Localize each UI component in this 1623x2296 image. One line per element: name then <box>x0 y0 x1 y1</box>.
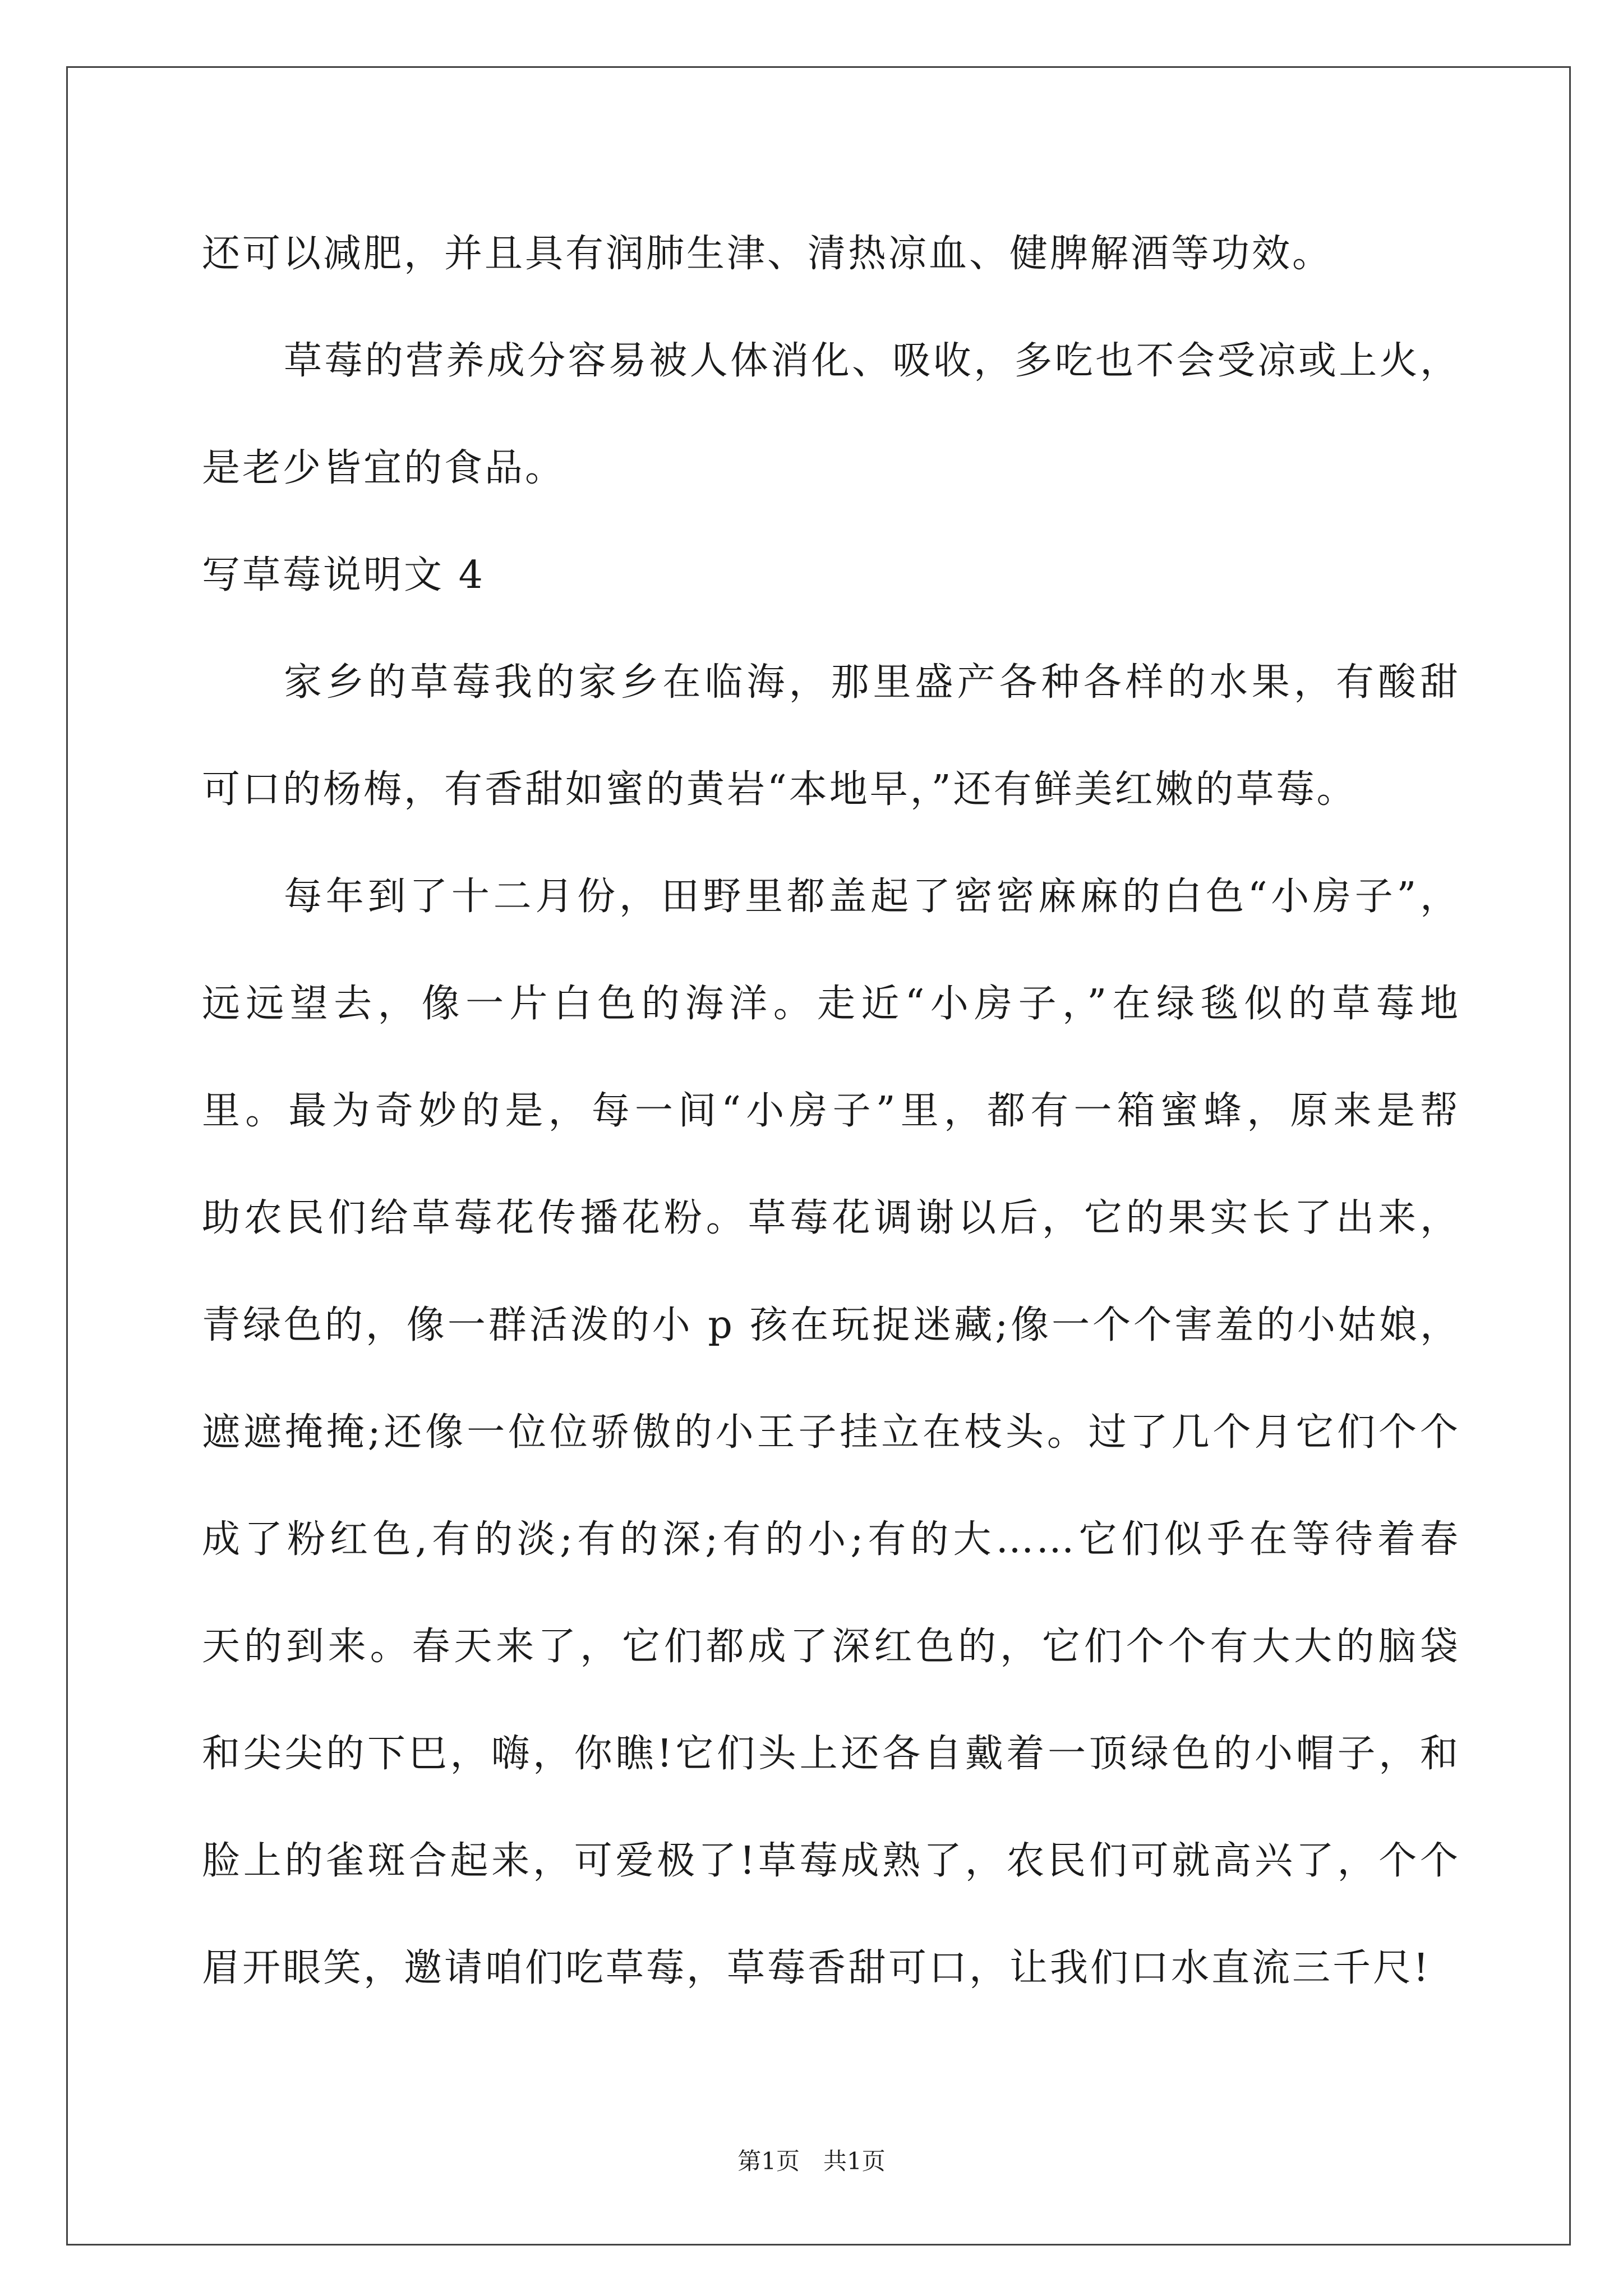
paragraph-line: 青绿色的，像一群活泼的小 p 孩在玩捉迷藏;像一个个害羞的小姑娘， <box>202 1303 1460 1347</box>
paragraph-line: 可口的杨梅，有香甜如蜜的黄岩“本地早，”还有鲜美红嫩的草莓。 <box>202 767 1357 812</box>
paragraph-line: 脸上的雀斑合起来，可爱极了!草莓成熟了，农民们可就高兴了，个个 <box>202 1839 1460 1883</box>
paragraph-line: 每年到了十二月份，田野里都盖起了密密麻麻的白色“小房子”， <box>284 875 1460 919</box>
paragraph-line: 助农民们给草莓花传播花粉。草莓花调谢以后，它的果实长了出来， <box>202 1196 1460 1240</box>
continued-paragraph-line: 还可以减肥，并且具有润肺生津、清热凉血、健脾解酒等功效。 <box>202 232 1333 276</box>
paragraph-line: 家乡的草莓我的家乡在临海，那里盛产各种各样的水果，有酸甜 <box>284 660 1460 705</box>
paragraph-line: 天的到来。春天来了，它们都成了深红色的，它们个个有大大的脑袋 <box>202 1625 1460 1669</box>
paragraph-line: 里。最为奇妙的是，每一间“小房子”里，都有一箱蜜蜂，原来是帮 <box>202 1089 1460 1133</box>
paragraph-line: 成了粉红色,有的淡;有的深;有的小;有的大……它们似乎在等待着春 <box>202 1517 1460 1562</box>
paragraph-line: 远远望去，像一片白色的海洋。走近“小房子，”在绿毯似的草莓地 <box>202 982 1460 1026</box>
paragraph-line: 眉开眼笑，邀请咱们吃草莓，草莓香甜可口，让我们口水直流三千尺! <box>202 1946 1431 1990</box>
paragraph-line: 草莓的营养成分容易被人体消化、吸收，多吃也不会受凉或上火， <box>284 339 1460 383</box>
section-heading: 写草莓说明文 4 <box>202 553 485 597</box>
page-number-footer: 第1页 共1页 <box>737 2147 886 2175</box>
document-body <box>202 200 1460 2022</box>
paragraph-line: 和尖尖的下巴，嗨，你瞧!它们头上还各自戴着一顶绿色的小帽子，和 <box>202 1732 1460 1776</box>
paragraph-line: 遮遮掩掩;还像一位位骄傲的小王子挂立在枝头。过了几个月它们个个 <box>202 1410 1460 1455</box>
paragraph-line: 是老少皆宜的食品。 <box>202 446 566 490</box>
